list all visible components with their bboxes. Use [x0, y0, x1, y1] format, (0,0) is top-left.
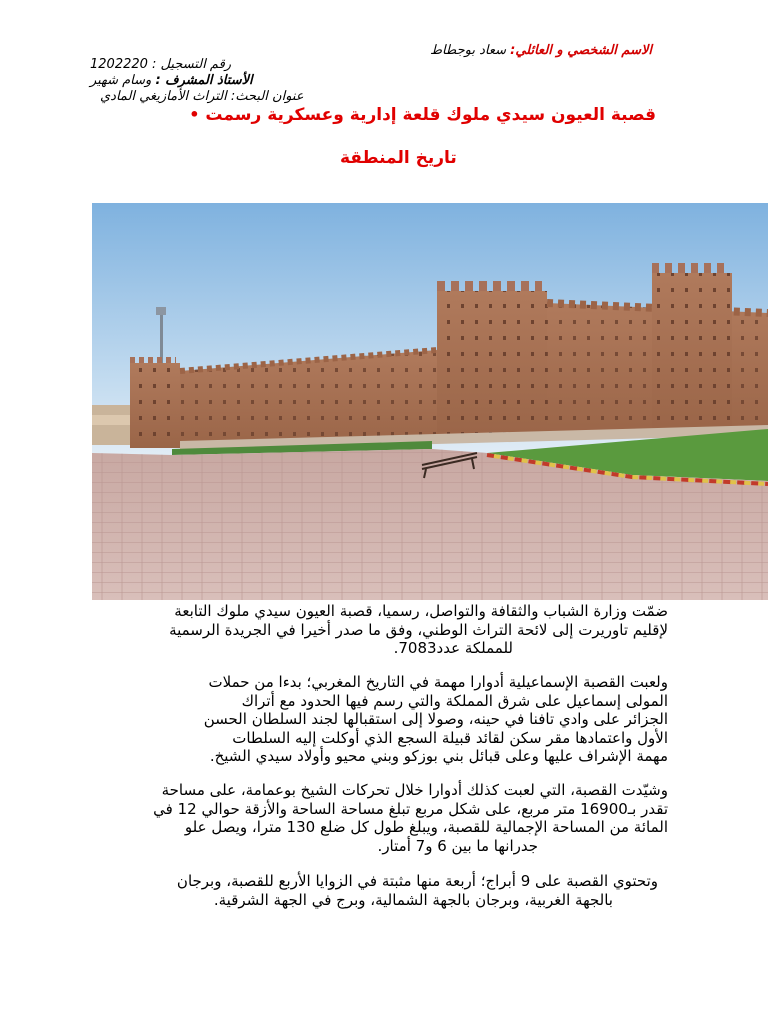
paragraph-3 [68, 781, 668, 855]
supervisor-label: الأستاذ المشرف : [155, 73, 253, 88]
research-title: عنوان البحث: التراث الأمازيغي المادي [100, 89, 304, 104]
section-heading: تاريخ المنطقة [340, 148, 457, 168]
paragraph-line: تقدر بـ16900 متر مربع، على شكل مربع تبلغ مساحة الساحة والأزقة حوالي 12 في [153, 799, 668, 818]
paragraph-line: ضمّت وزارة الشباب والثقافة والتواصل، رسميا، قصبة العيون سيدي ملوك التابعة [174, 602, 668, 620]
paragraph-line: وشيّدت القصبة، التي لعبت كذلك أدوارا خلال تحركات الشيخ بوعمامة، على مساحة [161, 781, 668, 799]
name-value: سعاد بوجطاط [429, 43, 511, 58]
paragraph-line: وتحتوي القصبة على 9 أبراج؛ أربعة منها مثبتة في الزوايا الأربع للقصبة، وبرجان [176, 872, 658, 890]
paragraph-line: المائة من المساحة الإجمالية للقصبة، ويبلغ طول كل ضلع 130 مترا، ويصل علو [184, 818, 668, 836]
paragraph-line: للمملكة عدد7083. [393, 639, 513, 657]
paragraph-4 [58, 872, 658, 909]
student-name-line [430, 43, 652, 59]
paragraph-line: الجزائر على وادي تافنا في حينه، وصولا إلى استقبالها لجند السلطان الحسن [203, 710, 668, 728]
kasbah-photo [92, 203, 768, 600]
paragraph-line: ولعبت القصبة الإسماعيلية أدوارا مهمة في التاريخ المغربي؛ بدءا من حملات [208, 673, 668, 691]
paragraph-line: جدرانها ما بين 6 و7 أمتار. [377, 836, 538, 855]
title-bullet: • [189, 105, 200, 124]
title-text: قصبة العيون سيدي ملوك قلعة إدارية وعسكرية رسمت [205, 105, 656, 125]
paragraph-line: الأول واعتمادها مقر سكن لقائد قبيلة السجع الذي أوكلت إليه السلطات [232, 728, 668, 747]
paragraph-line: بالجهة الغربية، وبرجان بالجهة الشمالية، وبرج في الجهة الشرقية. [213, 890, 613, 909]
supervisor-value: وسام شهير [90, 73, 156, 88]
paragraph-line: المولى إسماعيل على شرق المملكة والتي رسم فيها الحدود مع أتراك [241, 691, 668, 710]
paragraph-2 [68, 673, 668, 766]
document-title [179, 105, 656, 125]
paragraph-line: مهمة الإشراف عليها وعلى قبائل بني بوزكو وبني محيو وأولاد سيدي الشيخ. [209, 747, 668, 765]
name-label: الاسم الشخصي و العائلي: [510, 43, 652, 58]
registration-number: رقم التسجيل : 1202220 [90, 57, 232, 72]
supervisor-line [90, 73, 253, 89]
paragraph-line: لإقليم تاوريرت إلى لائحة التراث الوطني، وفق ما صدر أخيرا في الجريدة الرسمية [169, 620, 668, 639]
paragraph-1 [68, 602, 668, 658]
